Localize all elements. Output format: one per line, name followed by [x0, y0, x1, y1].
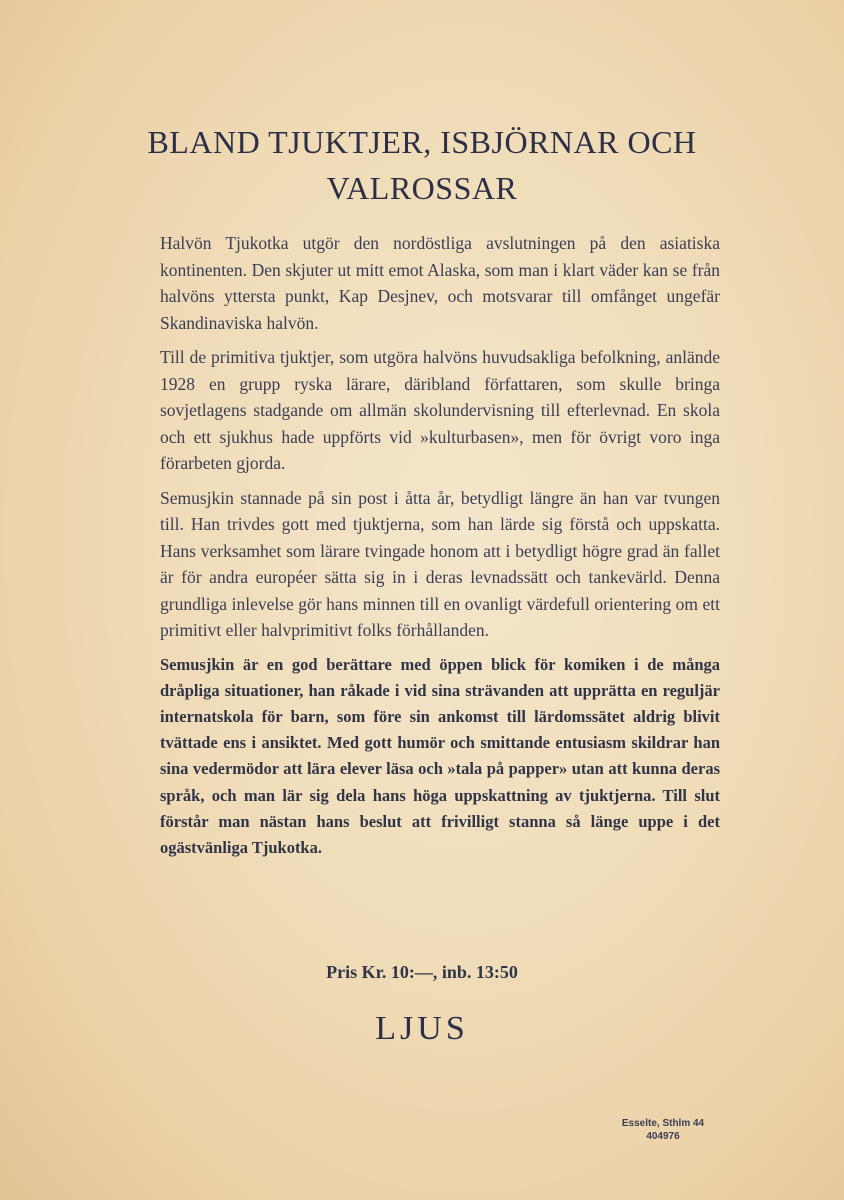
- paragraph-author: Semusjkin stannade på sin post i åtta år, betydligt längre än han var tvungen till. Han trivdes gott med tjuktjerna, som han lärde sig förstå och uppskatta. Hans verksamhet som lärare tvingade honom att i betydligt högre grad än fallet är för andra européer sätta sig in i deras levnadssätt och tankevärld. Denna grundliga inlevelse gör hans minnen till en ovanligt värdefull orientering om ett primitivt eller halvprimitivt folks förhållanden.: [160, 487, 720, 640]
- blurb-text: [160, 230, 720, 861]
- printer-number: 404976: [646, 1131, 680, 1142]
- page-title-line-1: BLAND TJUKTJER, ISBJÖRNAR OCH: [147, 124, 697, 160]
- printer-name: Esselte, Sthlm 44: [621, 1118, 705, 1129]
- page-title-line-2: VALROSSAR: [326, 170, 518, 206]
- paragraph-history: Till de primitiva tjuktjer, som utgöra halvöns huvudsakliga befolkning, anlände 1928 en grupp ryska lärare, däribland författaren, som skulle bringa sovjetlagens stadgande om allmän skolundervisning till efterlevnad. En skola och ett sjukhus hade uppförts vid »kulturbasen», men för övrigt voro inga förarbeten gjorda.: [160, 347, 720, 473]
- paragraph-review: Semusjkin är en god berättare med öppen blick för komiken i de många dråpliga situationer, han råkade i vid sina strävanden att upprätta en reguljär internatskola för barn, som före sin ankomst till lärdomssätet aldrig blivit tvättade ens i ansiktet. Med gott humör och smittande entusiasm skildrar han sina vedermödor att lära elever läsa och »tala på papper» utan att kunna deras språk, och man lär sig dela hans höga uppskattning av tjuktjerna. Till slut förstår man nästan hans beslut att frivilligt stanna så länge uppe i det ogästvänliga Tjukotka.: [160, 654, 720, 857]
- printer-imprint: [608, 1117, 718, 1143]
- publisher-name: LJUS: [375, 1010, 469, 1047]
- price-line: Pris Kr. 10:—, inb. 13:50: [326, 962, 518, 982]
- paragraph-intro: Halvön Tjukotka utgör den nordöstliga avslutningen på den asiatiska kontinenten. Den skjuter ut mitt emot Alaska, som man i klart väder kan se från halvöns yttersta punkt, Kap Desjnev, och motsvarar till omfånget ungefär Skandinaviska halvön.: [160, 233, 720, 333]
